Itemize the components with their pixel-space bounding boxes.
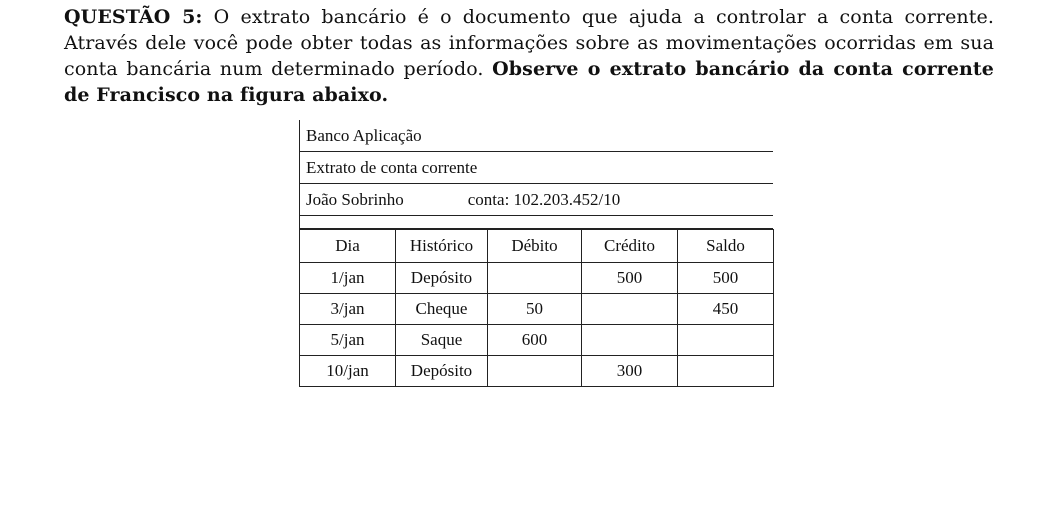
table-row bbox=[300, 356, 774, 387]
column-header-historico: Histórico bbox=[396, 230, 488, 263]
cell-historico: Depósito bbox=[396, 263, 488, 294]
cell-credito bbox=[582, 325, 678, 356]
column-header-dia: Dia bbox=[300, 230, 396, 263]
cell-dia: 10/jan bbox=[300, 356, 396, 387]
account-info bbox=[299, 184, 773, 216]
table-header-row bbox=[300, 230, 774, 263]
bank-statement-figure bbox=[299, 120, 773, 387]
cell-debito: 600 bbox=[488, 325, 582, 356]
cell-historico: Cheque bbox=[396, 294, 488, 325]
table-row bbox=[300, 263, 774, 294]
cell-historico: Depósito bbox=[396, 356, 488, 387]
table-row bbox=[300, 325, 774, 356]
table-row bbox=[300, 294, 774, 325]
column-header-credito: Crédito bbox=[582, 230, 678, 263]
header-spacer bbox=[299, 216, 773, 229]
cell-saldo: 450 bbox=[678, 294, 774, 325]
cell-saldo bbox=[678, 325, 774, 356]
bank-name: Banco Aplicação bbox=[299, 120, 773, 152]
cell-dia: 5/jan bbox=[300, 325, 396, 356]
column-header-saldo: Saldo bbox=[678, 230, 774, 263]
question-label: QUESTÃO 5: bbox=[64, 6, 203, 28]
cell-saldo bbox=[678, 356, 774, 387]
account-number: conta: 102.203.452/10 bbox=[467, 190, 621, 209]
cell-dia: 3/jan bbox=[300, 294, 396, 325]
cell-dia: 1/jan bbox=[300, 263, 396, 294]
cell-credito: 300 bbox=[582, 356, 678, 387]
cell-historico: Saque bbox=[396, 325, 488, 356]
column-header-debito: Débito bbox=[488, 230, 582, 263]
question-instruction: Observe o extrato bancário da conta corrente de Francisco na figura abaixo. bbox=[64, 58, 994, 106]
question-text bbox=[64, 4, 994, 108]
transactions-table bbox=[299, 229, 774, 387]
cell-credito bbox=[582, 294, 678, 325]
cell-saldo: 500 bbox=[678, 263, 774, 294]
cell-debito bbox=[488, 356, 582, 387]
cell-debito: 50 bbox=[488, 294, 582, 325]
cell-debito bbox=[488, 263, 582, 294]
question-intro: O extrato bancário é o documento que ajuda a controlar a conta corrente. Através dele você pode obter todas as informações sobre as movimentações ocorridas em sua conta bancária num determinado período. bbox=[64, 6, 994, 80]
cell-credito: 500 bbox=[582, 263, 678, 294]
account-holder: João Sobrinho bbox=[306, 190, 404, 209]
statement-title: Extrato de conta corrente bbox=[299, 152, 773, 184]
